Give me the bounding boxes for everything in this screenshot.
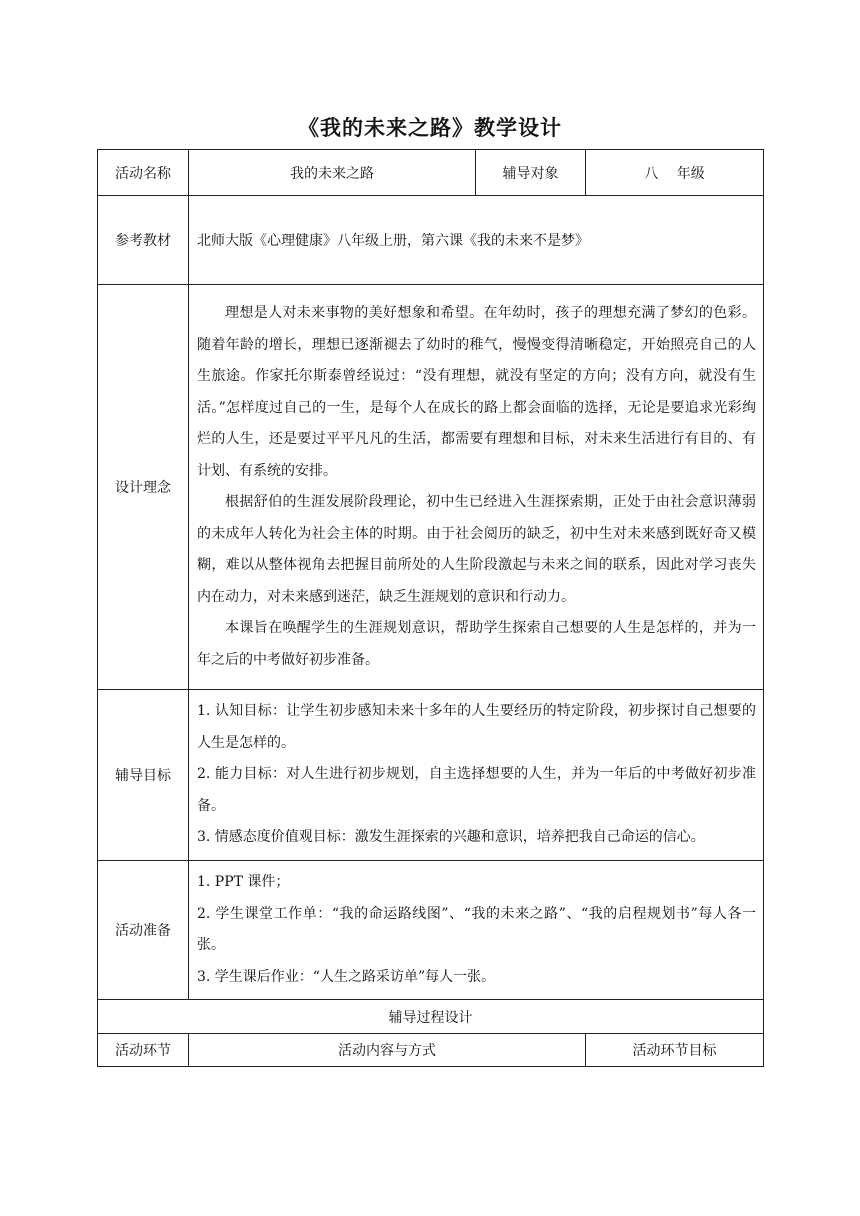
process-columns-row bbox=[98, 1034, 764, 1067]
col-segment-goal: 活动环节目标 bbox=[586, 1034, 764, 1067]
design-concept-text bbox=[189, 285, 764, 690]
lesson-plan-table bbox=[97, 149, 764, 1067]
label-reference: 参考教材 bbox=[98, 196, 189, 285]
label-design-concept: 设计理念 bbox=[98, 285, 189, 690]
design-paragraph: 本课旨在唤醒学生的生涯规划意识，帮助学生探索自己想要的人生是怎样的，并为一年之后的中考做好初步准备。 bbox=[197, 620, 756, 668]
activity-name-value: 我的未来之路 bbox=[189, 150, 476, 196]
goals-list bbox=[189, 690, 764, 861]
reference-text: 北师大版《心理健康》八年级上册，第六课《我的未来不是梦》 bbox=[189, 196, 764, 285]
goals-row bbox=[98, 690, 764, 861]
reference-row bbox=[98, 196, 764, 285]
header-row bbox=[98, 150, 764, 196]
design-paragraph: 根据舒伯的生涯发展阶段理论，初中生已经进入生涯探索期，正处于由社会意识薄弱的未成年人转化为社会主体的时期。由于社会阅历的缺乏，初中生对未来感到既好奇又模糊，难以从整体视角去把握目前所处的人生阶段激起与未来之间的联系，因此对学习丧失内在动力，对未来感到迷茫，缺乏生涯规划的意识和行动力。 bbox=[197, 494, 756, 605]
col-activity-content: 活动内容与方式 bbox=[189, 1034, 586, 1067]
prep-item: 2. 学生课堂工作单：“我的命运路线图”、“我的未来之路”、“我的启程规划书”每人各一张。 bbox=[197, 905, 756, 953]
label-target: 辅导对象 bbox=[476, 150, 586, 196]
process-heading: 辅导过程设计 bbox=[98, 1000, 764, 1034]
col-activity-segment: 活动环节 bbox=[98, 1034, 189, 1067]
design-row bbox=[98, 285, 764, 690]
design-paragraph: 理想是人对未来事物的美好想象和希望。在年幼时，孩子的理想充满了梦幻的色彩。随着年龄的增长，理想已逐渐褪去了幼时的稚气，慢慢变得清晰稳定，开始照亮自己的人生旅途。作家托尔斯泰曾经说过：“没有理想，就没有坚定的方向；没有方向，就没有生活。”怎样度过自己的一生，是每个人在成长的路上都会面临的选择，无论是要追求光彩绚烂的人生，还是要过平平凡凡的生活，都需要有理想和目标，对未来生活进行有目的、有计划、有系统的安排。 bbox=[197, 305, 756, 479]
preparation-list bbox=[189, 861, 764, 1000]
label-goals: 辅导目标 bbox=[98, 690, 189, 861]
prep-row bbox=[98, 861, 764, 1000]
process-heading-row bbox=[98, 1000, 764, 1034]
document-title: 《我的未来之路》教学设计 bbox=[298, 116, 562, 140]
prep-item: 1. PPT 课件； bbox=[197, 874, 290, 890]
goal-item: 3. 情感态度价值观目标：激发生涯探索的兴趣和意识，培养把我自己命运的信心。 bbox=[197, 829, 705, 846]
goal-item: 2. 能力目标：对人生进行初步规划，自主选择想要的人生，并为一年后的中考做好初步准备。 bbox=[197, 766, 756, 814]
goal-item: 1. 认知目标：让学生初步感知未来十多年的人生要经历的特定阶段，初步探讨自己想要的人生是怎样的。 bbox=[197, 703, 756, 751]
prep-item: 3. 学生课后作业：“人生之路采访单”每人一张。 bbox=[197, 968, 496, 985]
label-preparation: 活动准备 bbox=[98, 861, 189, 1000]
target-grade-value: 八 年级 bbox=[586, 150, 764, 196]
label-activity-name: 活动名称 bbox=[98, 150, 189, 196]
